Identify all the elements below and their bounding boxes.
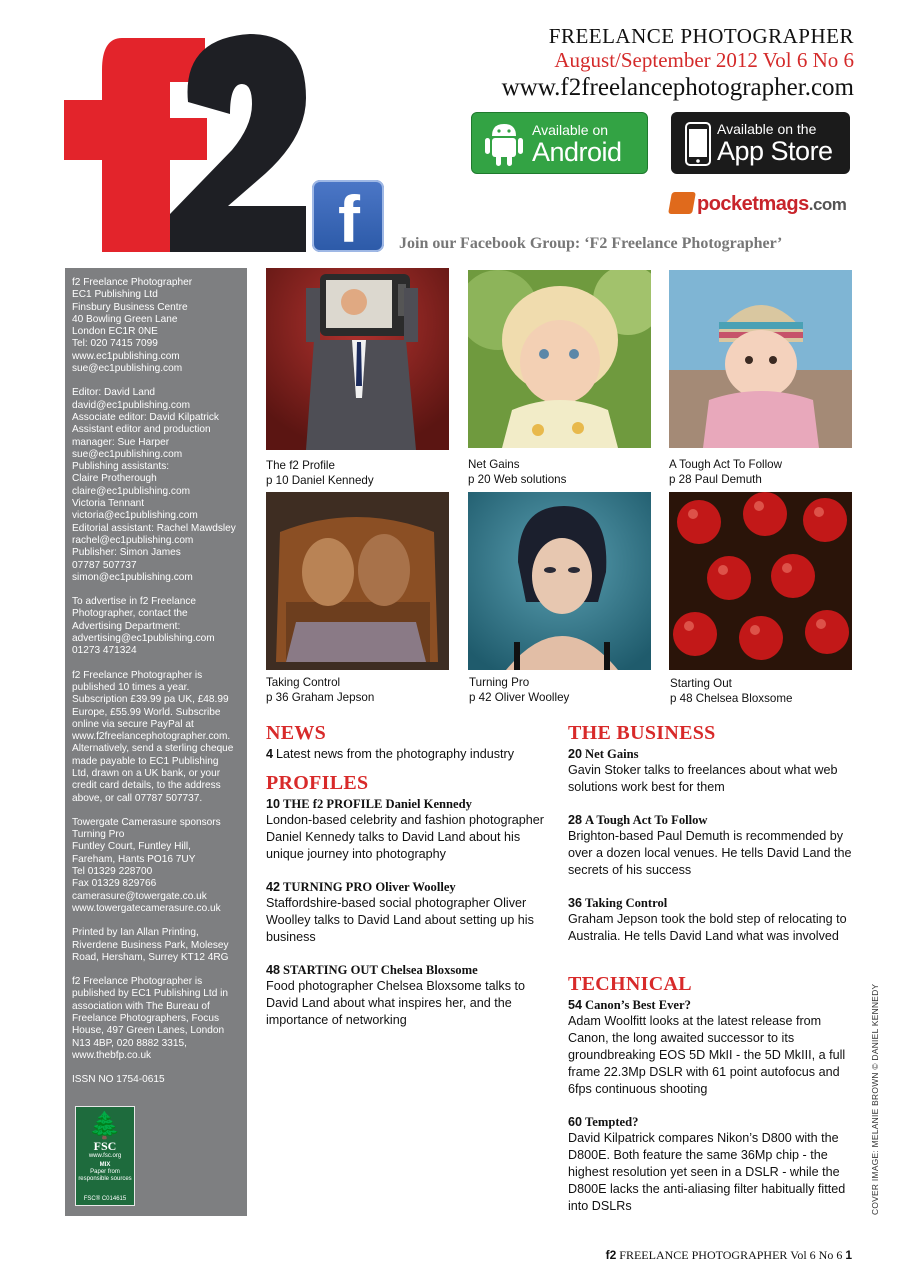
technical-page: 60 xyxy=(568,1115,583,1129)
sidebar-bfp: f2 Freelance Photographer is published by EC1 Publishing Ltd in association with The Bureau of Freelance Photographers, Focus House, 497 Green Lanes, London N13 4BP, 020 8882 3315, www.thebfp.co.uk xyxy=(72,976,228,1061)
technical-title-row xyxy=(568,997,856,1013)
fsc-code: FSC® C014615 xyxy=(83,1196,127,1202)
business-section xyxy=(568,722,856,961)
android-robot-icon xyxy=(484,120,524,168)
profile-title: THE f2 PROFILE Daniel Kennedy xyxy=(283,797,472,811)
business-item xyxy=(568,746,856,796)
caption-title: Taking Control xyxy=(266,676,341,689)
caption-title: Turning Pro xyxy=(469,676,530,689)
profile-title: TURNING PRO Oliver Woolley xyxy=(283,880,456,894)
pocketmags-logo[interactable] xyxy=(670,192,850,218)
business-title: Taking Control xyxy=(585,896,668,910)
sidebar-subscription: f2 Freelance Photographer is published 10 times a year. Subscription £39.99 pa UK, £48.99 Europe, £55.99 World. Subscribe online via secure PayPal at www.f2freelancephotographer.com. Alternatively, send a sterling cheque made payable to EC1 Publishing Ltd, drawn on a UK bank, or your credit card details, to the address above, or call 07787 507737. xyxy=(72,669,234,804)
technical-item xyxy=(568,997,856,1098)
profile-page: 42 xyxy=(266,880,281,894)
business-page: 28 xyxy=(568,813,583,827)
news-page: 4 xyxy=(266,747,274,761)
app-store-badge[interactable] xyxy=(671,112,850,174)
photo-dogs-armchair xyxy=(266,492,449,670)
page-number: 1 xyxy=(845,1248,852,1262)
business-title: Net Gains xyxy=(585,747,639,761)
profile-title-row xyxy=(266,879,556,895)
sidebar-printer: Printed by Ian Allan Printing, Riverdene Business Park, Molesey Road, Hersham, Surrey KT12 4RG xyxy=(72,927,229,963)
caption-tough-act xyxy=(669,457,782,487)
caption-taking-control xyxy=(266,675,374,705)
facebook-group-text: Join our Facebook Group: ‘F2 Freelance Photographer’ xyxy=(399,235,783,252)
issue-date: August/September 2012 Vol 6 No 6 xyxy=(554,48,854,72)
fsc-paper: Paper from responsible sources xyxy=(78,1169,132,1182)
caption-profile xyxy=(266,458,374,488)
photo-child-curls xyxy=(468,270,651,448)
technical-title: Canon’s Best Ever? xyxy=(585,998,691,1012)
technical-title: Tempted? xyxy=(585,1115,639,1129)
technical-page: 54 xyxy=(568,998,583,1012)
profile-page: 48 xyxy=(266,963,281,977)
caption-starting-out xyxy=(670,676,792,706)
footer-brand: f2 xyxy=(605,1248,617,1262)
fsc-mix: MIX xyxy=(99,1162,111,1168)
app-store-badge-small: Available on the xyxy=(717,121,817,137)
technical-desc: Adam Woolfitt looks at the latest release from Canon, the long awaited successor to its groundbreaking EOS 5D MkII - the 5D MkIII, a full frame 22.3Mp DSLR with 61 point autofocus and 6fps continuous shooting xyxy=(568,1014,846,1096)
cover-credit: COVER IMAGE: MELANIE BROWN © DANIEL KENNEDY xyxy=(870,983,880,1215)
news-heading: NEWS xyxy=(266,722,327,744)
profile-item xyxy=(266,962,556,1029)
profile-desc: Food photographer Chelsea Bloxsome talks to David Land about what inspires her, and the importance of networking xyxy=(266,979,526,1027)
business-title: A Tough Act To Follow xyxy=(585,813,708,827)
profiles-section xyxy=(266,772,556,1045)
caption-title: Starting Out xyxy=(670,677,732,690)
profile-page: 10 xyxy=(266,797,281,811)
caption-turning-pro xyxy=(469,675,569,705)
photo-daniel-kennedy xyxy=(266,268,449,450)
business-title-row xyxy=(568,746,856,762)
business-desc: Brighton-based Paul Demuth is recommended by over a dozen local venues. He tells David Land the secrets of his success xyxy=(568,829,852,877)
technical-title-row xyxy=(568,1114,856,1130)
technical-section xyxy=(568,973,856,1231)
technical-item xyxy=(568,1114,856,1215)
business-desc: Gavin Stoker talks to freelances about what web solutions work best for them xyxy=(568,763,838,794)
caption-title: A Tough Act To Follow xyxy=(669,458,783,471)
f2-logo xyxy=(62,30,312,255)
photo-girl-hat xyxy=(669,270,852,448)
profile-item xyxy=(266,796,556,863)
facebook-logo-icon[interactable]: f xyxy=(312,180,384,252)
profiles-heading: PROFILES xyxy=(266,772,369,794)
fsc-name: FSC xyxy=(93,1139,117,1153)
android-badge[interactable] xyxy=(471,112,648,174)
news-section xyxy=(266,722,556,771)
sidebar-issn: ISSN NO 1754-0615 xyxy=(72,1074,165,1086)
sidebar-staff: Editor: David Land david@ec1publishing.com Associate editor: David Kilpatrick Assistant editor and production manager: Sue Harper sue@ec1publishing.com Publishing assistants: Claire Protherough claire@ec1publishing.com Victoria Tennant victoria@ec1publishing.com Editorial assistant: Rachel Mawdsley rachel@ec1publishing.com Publisher: Simon James 07787 507737 simon@ec1publishing.com xyxy=(72,387,236,583)
news-item xyxy=(266,746,556,763)
page-footer xyxy=(606,1248,852,1263)
profile-title-row xyxy=(266,796,556,812)
technical-heading: TECHNICAL xyxy=(568,973,692,995)
sidebar-advertising: To advertise in f2 Freelance Photographer, contact the Advertising Department: advertising@ec1publishing.com 01273 471324 xyxy=(72,596,215,657)
caption-page: p 48 Chelsea Bloxsome xyxy=(670,692,793,705)
business-page: 20 xyxy=(568,747,583,761)
pocketmags-tld: .com xyxy=(808,195,847,214)
business-item xyxy=(568,812,856,879)
caption-page: p 42 Oliver Woolley xyxy=(469,691,570,704)
caption-title: The f2 Profile xyxy=(266,459,335,472)
publisher-sidebar xyxy=(65,268,247,1216)
business-desc: Graham Jepson took the bold step of relocating to Australia. He tells David Land what was involved xyxy=(568,912,847,943)
app-store-badge-big: App Store xyxy=(717,136,833,166)
pocketmags-icon xyxy=(668,192,696,214)
profile-item xyxy=(266,879,556,946)
news-text: Latest news from the photography industry xyxy=(276,747,515,761)
business-title-row xyxy=(568,812,856,828)
pocketmags-brand: pocketmags xyxy=(697,193,809,215)
caption-page: p 28 Paul Demuth xyxy=(669,473,762,486)
photo-woman-portrait xyxy=(468,492,651,670)
fsc-site: www.fsc.org xyxy=(88,1153,122,1159)
profile-title-row xyxy=(266,962,556,978)
business-page: 36 xyxy=(568,896,583,910)
caption-net-gains xyxy=(468,457,566,487)
sidebar-sponsor: Towergate Camerasure sponsors Turning Pro Funtley Court, Funtley Hill, Fareham, Hants PO16 7UY Tel 01329 228700 Fax 01329 829766 camerasure@towergate.co.uk www.towergatecamerasure.co.uk xyxy=(72,816,221,914)
caption-page: p 20 Web solutions xyxy=(468,473,567,486)
business-title-row xyxy=(568,895,856,911)
iphone-icon xyxy=(685,122,711,166)
business-heading: THE BUSINESS xyxy=(568,722,716,744)
website-link[interactable]: www.f2freelancephotographer.com xyxy=(501,74,854,101)
android-badge-small: Available on xyxy=(532,122,609,138)
technical-desc: David Kilpatrick compares Nikon’s D800 with the D800E. Both feature the same 36Mp chip - the highest resolution yet seen in a DSLR - while the D800E lacks the anti-aliasing filter habitually fitted into DSLRs xyxy=(568,1131,846,1213)
caption-title: Net Gains xyxy=(468,458,520,471)
android-badge-big: Android xyxy=(532,137,622,167)
business-item xyxy=(568,895,856,945)
photo-red-fruits xyxy=(669,492,852,670)
profile-title: STARTING OUT Chelsea Bloxsome xyxy=(283,963,478,977)
caption-page: p 10 Daniel Kennedy xyxy=(266,474,374,487)
fsc-logo xyxy=(75,1106,135,1206)
profile-desc: Staffordshire-based social photographer Oliver Woolley talks to David Land about setting up his business xyxy=(266,896,534,944)
sidebar-address: f2 Freelance Photographer EC1 Publishing Ltd Finsbury Business Centre 40 Bowling Green Lane London EC1R 0NE Tel: 020 7415 7099 www.ec1publishing.com sue@ec1publishing.com xyxy=(72,277,193,375)
profile-desc: London-based celebrity and fashion photographer Daniel Kennedy talks to David Land about his unique journey into photography xyxy=(266,813,544,861)
footer-text: FREELANCE PHOTOGRAPHER Vol 6 No 6 xyxy=(619,1248,843,1262)
fsc-tree-icon: 🌲 xyxy=(88,1111,122,1141)
caption-page: p 36 Graham Jepson xyxy=(266,691,375,704)
magazine-title: FREELANCE PHOTOGRAPHER xyxy=(548,24,854,48)
